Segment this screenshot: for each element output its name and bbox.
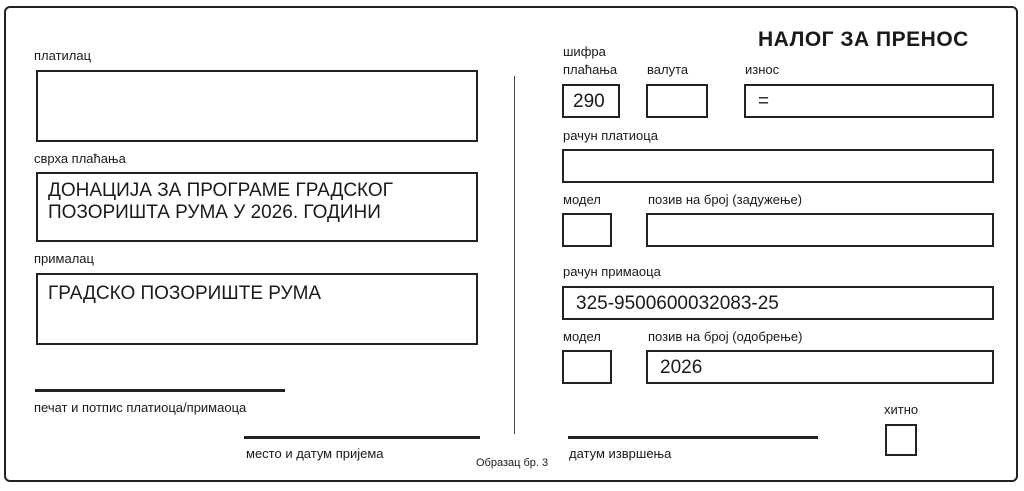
debit-reference-label: позив на број (задужење) [648, 192, 803, 207]
place-date-label: место и датум пријема [246, 446, 384, 461]
amount-field[interactable] [744, 84, 994, 118]
recipient-account-label: рачун примаоца [563, 264, 661, 279]
form-number: Образац бр. 3 [476, 457, 549, 469]
debit-reference-field[interactable] [646, 213, 994, 247]
amount-label: износ [745, 62, 780, 77]
signature-line [35, 389, 285, 392]
place-date-line [244, 436, 480, 439]
recipient-label: прималац [34, 251, 94, 266]
purpose-label: сврха плаћања [34, 151, 126, 166]
purpose-value: ДОНАЦИЈА ЗА ПРОГРАМЕ ГРАДСКОГ ПОЗОРИШТА РУМА У 2026. ГОДИНИ [48, 180, 393, 223]
payer-account-label: рачун платиоца [563, 128, 658, 143]
payment-code-field[interactable] [562, 84, 620, 118]
execution-date-label: датум извршења [569, 446, 672, 461]
signature-label: печат и потпис платиоца/примаоца [34, 400, 247, 415]
amount-value: = [758, 91, 770, 112]
payment-code-value: 290 [573, 91, 605, 112]
recipient-account-value: 325-9500600032083-25 [576, 293, 779, 314]
currency-field[interactable] [646, 84, 708, 118]
credit-reference-label: позив на број (одобрење) [648, 329, 803, 344]
credit-reference-value: 2026 [660, 357, 703, 378]
payment-code-label-2: плаћања [563, 62, 618, 77]
credit-model-field[interactable] [562, 350, 612, 384]
currency-label: валута [647, 62, 689, 77]
purpose-field[interactable] [36, 172, 478, 242]
debit-model-field[interactable] [562, 213, 612, 247]
form-title: НАЛОГ ЗА ПРЕНОС [758, 28, 969, 51]
column-divider [514, 76, 515, 434]
recipient-account-field[interactable] [562, 286, 994, 320]
payment-code-label-1: шифра [563, 44, 606, 59]
credit-model-label: модел [563, 329, 601, 344]
debit-model-label: модел [563, 192, 601, 207]
urgent-label: хитно [884, 402, 919, 417]
recipient-field[interactable] [36, 273, 478, 345]
urgent-checkbox[interactable] [885, 424, 917, 456]
execution-date-line [568, 436, 818, 439]
credit-reference-field[interactable] [646, 350, 994, 384]
recipient-value: ГРАДСКО ПОЗОРИШТЕ РУМА [48, 283, 322, 304]
payer-account-field[interactable] [562, 149, 994, 183]
payer-label: платилац [34, 48, 92, 63]
payer-field[interactable] [36, 70, 478, 142]
